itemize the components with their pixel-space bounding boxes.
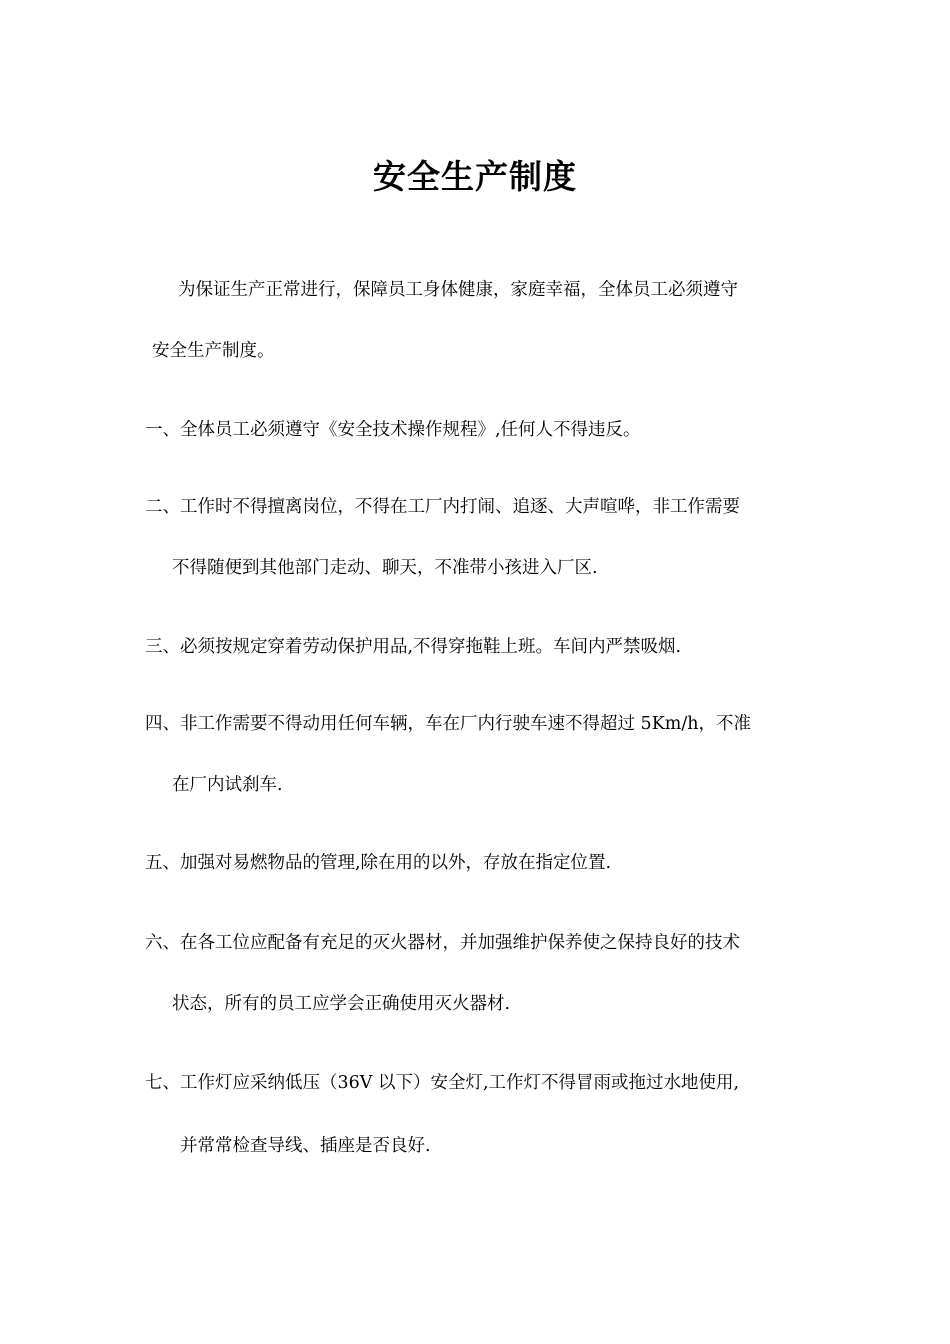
rule-6-line-1: 六、在各工位应配备有充足的灭火器材，并加强维护保养使之保持良好的技术 [145,933,740,953]
rule-7-line-2: 并常常检查导线、插座是否良好. [180,1136,431,1156]
rule-2-line-2: 不得随便到其他部门走动、聊天，不准带小孩进入厂区. [172,558,598,578]
rule-3-line-1: 三、必须按规定穿着劳动保护用品,不得穿拖鞋上班。车间内严禁吸烟. [145,637,682,657]
rule-7-line-1: 七、工作灯应采纳低压（36V 以下）安全灯,工作灯不得冒雨或拖过水地使用, [145,1073,740,1093]
rule-4-line-2: 在厂内试刹车. [172,775,283,795]
intro-line-2: 安全生产制度。 [152,341,275,361]
rule-5-line-1: 五、加强对易燃物品的管理,除在用的以外，存放在指定位置. [145,853,612,873]
rule-2-line-1: 二、工作时不得擅离岗位，不得在工厂内打闹、追逐、大声喧哗，非工作需要 [145,497,740,517]
document-title: 安全生产制度 [373,157,577,196]
rule-4-line-1: 四、非工作需要不得动用任何车辆，车在厂内行驶车速不得超过 5Km/h，不准 [145,714,752,734]
rule-6-line-2: 状态，所有的员工应学会正确使用灭火器材. [172,994,511,1014]
intro-line-1: 为保证生产正常进行，保障员工身体健康，家庭幸福，全体员工必须遵守 [178,280,738,300]
rule-1-line-1: 一、全体员工必须遵守《安全技术操作规程》,任何人不得违反。 [145,420,641,440]
